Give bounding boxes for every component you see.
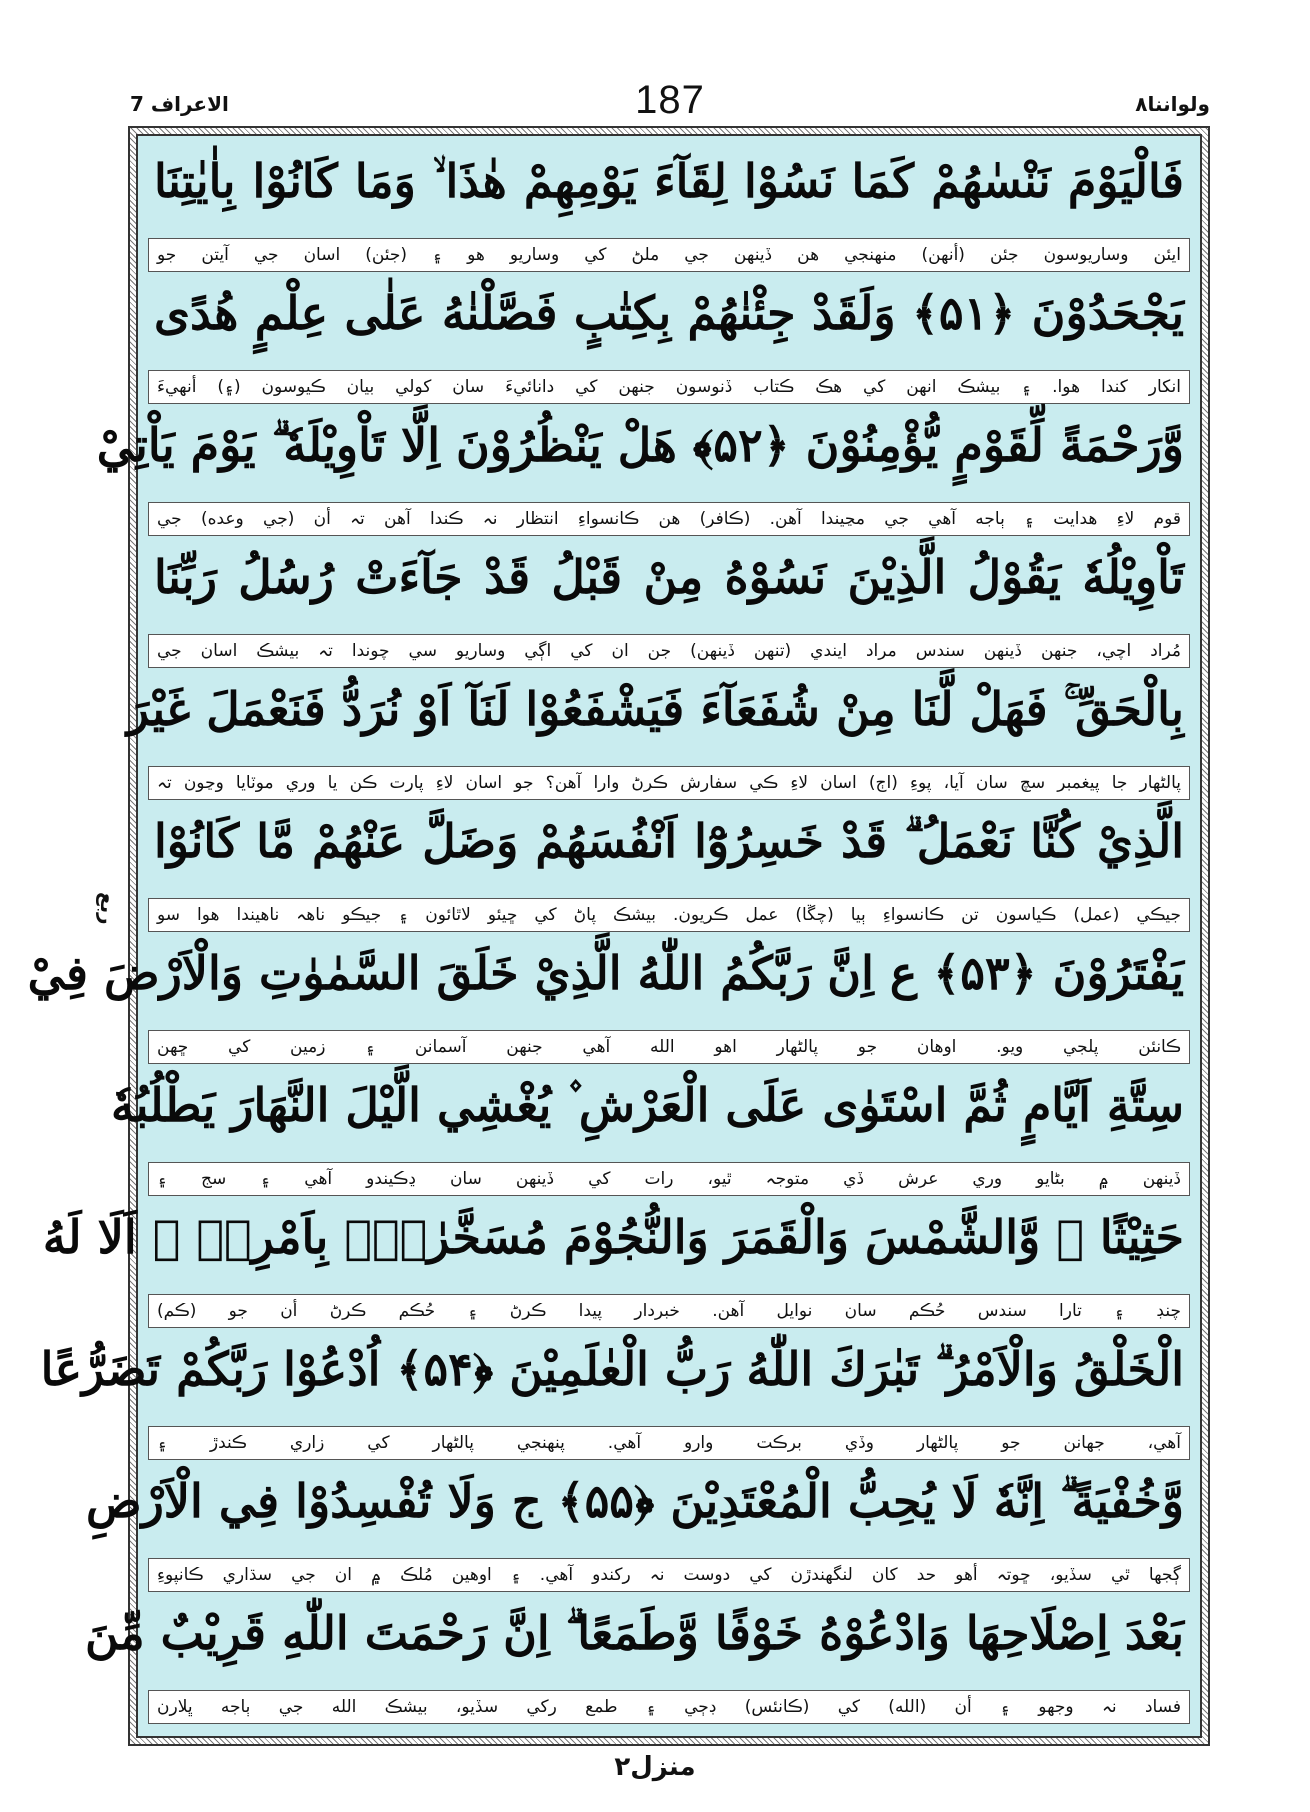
arabic-text: فَالْيَوْمَ نَنْسٰهُمْ كَمَا نَسُوْا لِقَآءَ يَوْمِهِمْ هٰذَا ۙ وَمَا كَانُوْا بِاٰيٰتِنَا [154,154,1184,208]
verse-line [148,276,1190,408]
juz-name: ولواننا۸ [1135,92,1210,116]
verse-line [40,1332,1190,1464]
arabic-text: وَّخُفْيَةً ۗ اِنَّهٗ لَا يُحِبُّ الْمُعْتَدِيْنَ ﴿۵۵﴾ ج وَلَا تُفْسِدُوْا فِي الْاَرْضِ [85,1474,1184,1528]
translation-text: جيڪي (عمل) ڪياسون تن ڪانسواءِ ٻيا (چڱا) عمل ڪريون. بيشڪ پاڻ کي ڇيئو لاٿائون ۽ جيڪو ناهہ ناهيندا هوا سو [148,898,1190,932]
arabic-text: حَثِيْثًا ۙ وَّالشَّمْسَ وَالْقَمَرَ وَالنُّجُوْمَ مُسَخَّرٰتٍۭ بِاَمْرِهٖ ۗ اَلَا لَهُ [42,1210,1184,1264]
arabic-text: بَعْدَ اِصْلَاحِهَا وَادْعُوْهُ خَوْفًا وَّطَمَعًا ۗ اِنَّ رَحْمَتَ اللّٰهِ قَرِيْبٌ مِّنَ [85,1606,1184,1660]
translation-text: انکار کندا هوا. ۽ بيشڪ انهن کي هڪ ڪتاب ڏنوسون جنهن کي دانائيءَ سان کولي بيان ڪيوسون (۽) أنهيءَ [148,370,1190,404]
verse-line [110,1068,1190,1200]
verse-line [126,672,1190,804]
verse-line [27,936,1190,1068]
verse-line [85,1596,1190,1728]
translation-text: قوم لاءِ هدايت ۽ ٻاجه آهي جي مڃيندا آهن. (ڪافر) هن ڪانسواءِ انتظار نہ ڪندا آهن تہ أن (جي وعده) جي [148,502,1190,536]
translation-text: ايئن وساريوسون جئن (أنهن) منهنجي هن ڏينهن جي ملڻ کي وساريو هو ۽ (جئن) اسان جي آيتن جو [148,238,1190,272]
page-number: 187 [635,78,705,122]
translation-text: ڪانئن پلجي ويو. اوهان جو پالڻهار اهو الله آهي جنهن آسمانن ۽ زمين کي ڇهن [148,1030,1190,1064]
arabic-text: تَاْوِيْلُهٗ يَقُوْلُ الَّذِيْنَ نَسُوْهُ مِنْ قَبْلُ قَدْ جَآءَتْ رُسُلُ رَبِّنَا [154,550,1184,604]
surah-name: الاعراف 7 [130,92,229,116]
arabic-text: الَّذِيْ كُنَّا نَعْمَلُ ۗ قَدْ خَسِرُوْٓا اَنْفُسَهُمْ وَضَلَّ عَنْهُمْ مَّا كَانُوْا [154,814,1184,868]
page-header [130,78,1210,126]
arabic-text: وَّرَحْمَةً لِّقَوْمٍ يُّؤْمِنُوْنَ ﴿۵۲﴾ هَلْ يَنْظُرُوْنَ اِلَّا تَاْوِيْلَهٗ ۗ يَوْمَ يَاْتِيْ [96,418,1184,472]
verse-line [42,1200,1190,1332]
arabic-text: بِالْحَقِّ ۚ فَهَلْ لَّنَا مِنْ شُفَعَآءَ فَيَشْفَعُوْا لَنَآ اَوْ نُرَدُّ فَنَعْمَلَ غَيْرَ [126,682,1184,736]
translation-text: ڏينهن ۾ بڻايو وري عرش ڏي متوجہ ٿيو، رات کي ڏينهن سان ڍڪيندو آهي ۽ سج ۽ [148,1162,1190,1196]
verse-line [85,1464,1190,1596]
manzil-label: منزل٢ [614,1752,696,1782]
translation-text: آهي، جهانن جو پالڻهار وڏي برڪت وارو آهي. پنهنجي پالڻهار کي زاري ڪندڙ ۽ [148,1426,1190,1460]
translation-text: فساد نہ وجهو ۽ أن (الله) کي (ڪانئس) ڊڄي ۽ طمع رکي سڏيو، بيشڪ الله جي ٻاجه ڀلارن [148,1690,1190,1724]
translation-text: ڳجها ٿي سڏيو، ڇوتہ أهو حد کان لنگهندڙن کي دوست نہ رکندو آهي. ۽ اوهين مُلڪ ۾ ان جي سڌاري ڪانپوءِ [148,1558,1190,1592]
translation-text: پالڻهار جا پيغمبر سچ سان آيا، پوءِ (اڄ) اسان لاءِ ڪي سفارش ڪرڻ وارا آهن؟ جو اسان لاءِ پارت ڪن يا وري موٽايا وڃون تہ [148,766,1190,800]
ruku-mark: ربع [96,892,120,925]
arabic-text: يَجْحَدُوْنَ ﴿۵۱﴾ وَلَقَدْ جِئْنٰهُمْ بِكِتٰبٍ فَصَّلْنٰهُ عَلٰى عِلْمٍ هُدًى [154,286,1184,340]
arabic-text: الْخَلْقُ وَالْاَمْرُ ۗ تَبٰرَكَ اللّٰهُ رَبُّ الْعٰلَمِيْنَ ﴿۵۴﴾ اُدْعُوْا رَبَّكُمْ تَضَرُّعًا [40,1342,1184,1396]
verse-line [96,408,1190,540]
verse-line [148,804,1190,936]
translation-text: مُراد اچي، جنهن ڏينهن سندس مراد ايندي (تنهن ڏينهن) جن ان کي اڳي وساريو سي چوندا تہ بيشڪ اسان جي [148,634,1190,668]
translation-text: چنڊ ۽ تارا سندس حُڪم سان نوايل آهن. خبردار پيدا ڪرڻ ۽ حُڪم ڪرڻ أن جو (ڪم) [148,1294,1190,1328]
verse-line [148,144,1190,276]
arabic-text: يَفْتَرُوْنَ ﴿۵۳﴾ ع اِنَّ رَبَّكُمُ اللّٰهُ الَّذِيْ خَلَقَ السَّمٰوٰتِ وَالْاَرْضَ فِيْ [27,946,1184,1000]
arabic-text: سِتَّةِ اَيَّامٍ ثُمَّ اسْتَوٰى عَلَى الْعَرْشِ ۫ يُغْشِي الَّيْلَ النَّهَارَ يَطْلُبُهٗ [110,1078,1184,1132]
verse-line [148,540,1190,672]
